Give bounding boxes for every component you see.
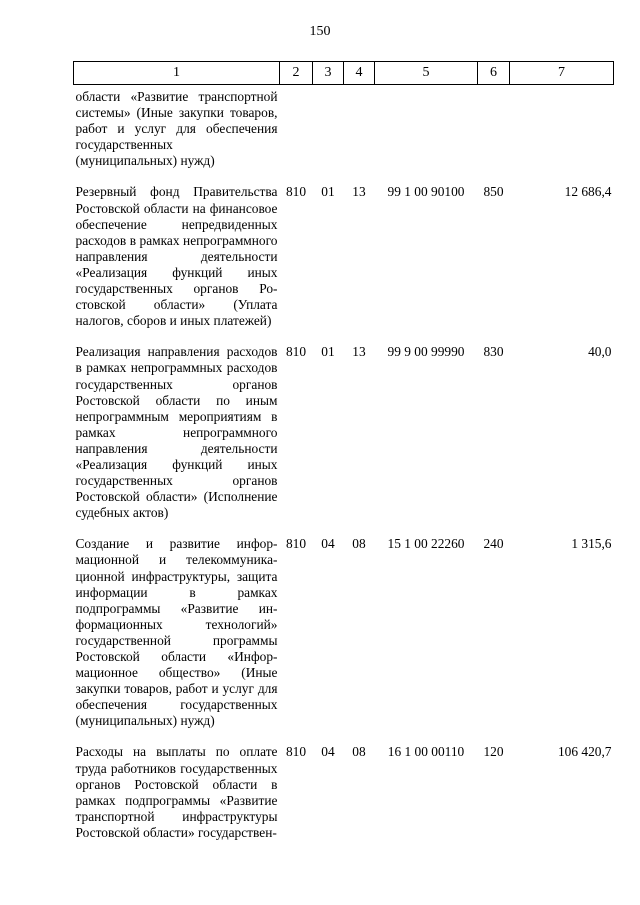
row-code-5: 99 9 00 99990 (387, 344, 465, 360)
row-code-5: 15 1 00 22260 (387, 536, 465, 552)
column-header-6: 6 (478, 62, 510, 85)
column-header-2: 2 (280, 62, 313, 85)
row-amount: 40,0 (588, 344, 612, 360)
column-header-4: 4 (344, 62, 375, 85)
row-code-3: 04 (321, 744, 335, 760)
table-row (74, 184, 614, 329)
budget-table (73, 61, 614, 841)
row-code-5 (375, 85, 478, 170)
row-amount: 106 420,7 (557, 744, 612, 760)
row-code-6: 830 (483, 344, 504, 360)
row-amount: 1 315,6 (571, 536, 612, 552)
column-header-3: 3 (313, 62, 344, 85)
row-code-4: 08 (352, 536, 366, 552)
row-description: Резервный фонд Правительства Ростовской области на финансовое обеспечение непредвиденных расходов в рамках непрограммного направления деятельности «Реализация функций иных государственных органов Ростовской области» (Уплата налогов, сборов и иных платежей) (75, 184, 278, 329)
row-code-2: 810 (285, 536, 307, 552)
row-code-6: 240 (483, 536, 504, 552)
row-spacer (74, 521, 614, 536)
row-code-4: 13 (352, 344, 366, 360)
row-code-4 (344, 85, 375, 170)
row-code-3: 01 (321, 344, 335, 360)
row-spacer (74, 329, 614, 344)
row-amount: 12 686,4 (564, 184, 612, 200)
row-code-2 (280, 85, 313, 170)
row-code-6 (478, 85, 510, 170)
row-code-3: 01 (321, 184, 335, 200)
row-code-5: 99 1 00 90100 (387, 184, 465, 200)
header-row (74, 62, 614, 85)
row-description: Создание и развитие информационной и телекоммуникационной инфраструктуры, защита информации в рамках подпрограммы «Развитие информационных технологий» государственной программы Ростовской области «Информационное общество» (Иные закупки товаров, работ и услуг для обеспечения государственных (муниципальных) нужд) (75, 536, 278, 729)
column-header-1: 1 (74, 62, 280, 85)
row-code-2: 810 (285, 344, 307, 360)
row-code-2: 810 (285, 184, 307, 200)
table-row (74, 344, 614, 521)
row-description: Реализация направления расходов в рамках непрограммных расходов государственных органов Ростовской области по иным непрограммным мероприятиям в рамках непрограммного направления деятельности «Реализация функций иных государственных органов Ростовской области» (Исполнение судебных актов) (75, 344, 278, 521)
row-code-4: 08 (352, 744, 366, 760)
row-code-3 (313, 85, 344, 170)
row-amount (510, 85, 614, 170)
column-header-5: 5 (375, 62, 478, 85)
row-code-2: 810 (285, 744, 307, 760)
row-code-5: 16 1 00 00110 (387, 744, 465, 760)
row-description: Расходы на выплаты по оплате труда работников государственных органов Ростовской области в рамках подпрограммы «Развитие транспортной инфраструктуры Ростовской области» государствен- (75, 744, 278, 840)
row-code-6: 120 (483, 744, 504, 760)
row-spacer (74, 729, 614, 744)
table-row (74, 744, 614, 841)
row-code-3: 04 (321, 536, 335, 552)
row-spacer (74, 169, 614, 184)
row-code-6: 850 (483, 184, 504, 200)
table-row (74, 85, 614, 170)
column-header-7: 7 (510, 62, 614, 85)
page-number: 150 (309, 24, 331, 39)
table-row (74, 536, 614, 729)
row-code-4: 13 (352, 184, 366, 200)
row-description: области «Развитие транспортной системы» (Иные закупки товаров, работ и услуг для обеспечения государственных (муниципальных) нужд) (75, 89, 278, 169)
